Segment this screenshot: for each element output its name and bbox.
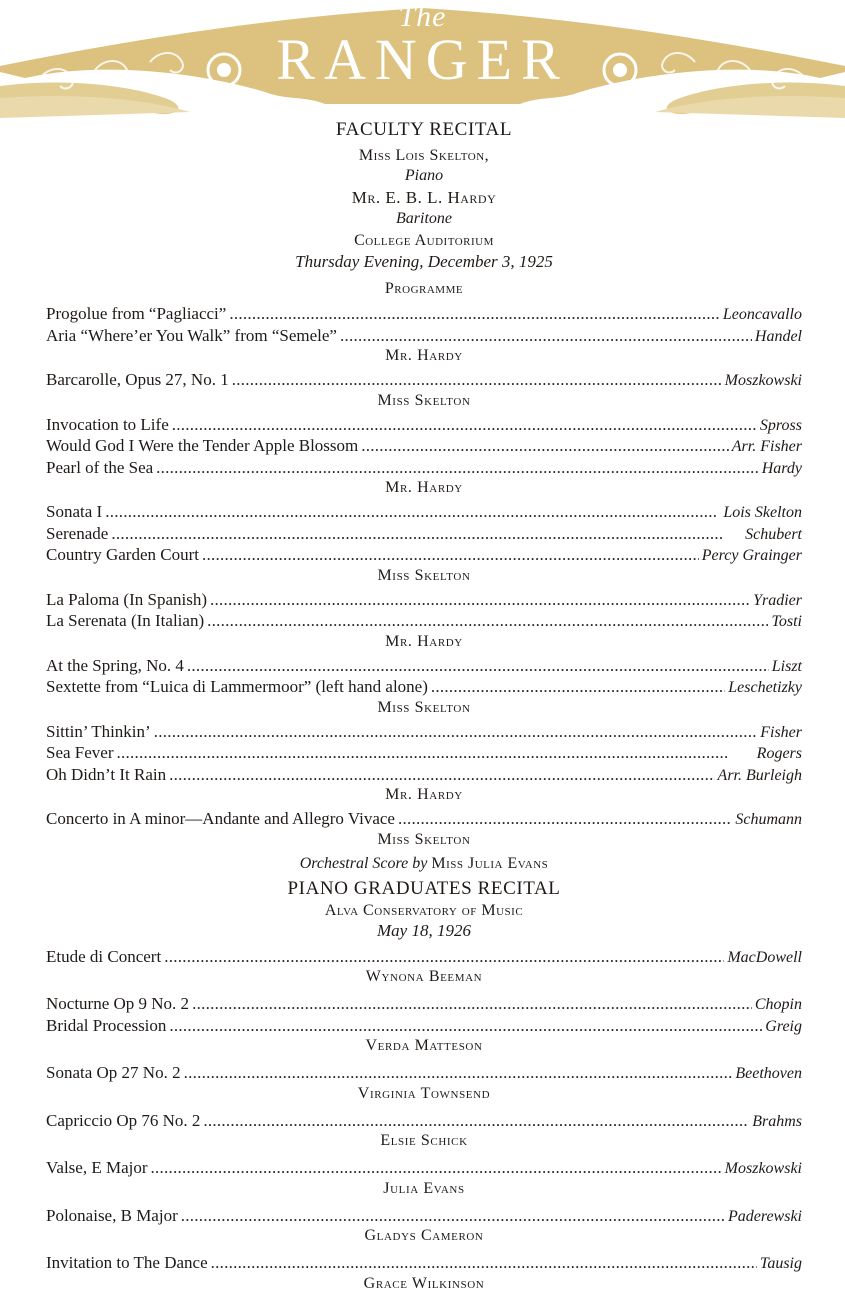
programme-item [46,722,802,744]
performer-name: Grace Wilkinson [363,1274,485,1292]
piece-title: Concerto in A minor—Andante and Allegro Vivace [46,809,395,828]
piece-title: Invocation to Life [46,414,169,434]
composer-name: Arr. Burleigh [717,766,802,784]
score-credit [46,854,802,874]
composer-name: Schumann [735,811,802,828]
programme-item [46,326,802,348]
masthead-the: The [398,0,447,33]
programme-item [46,304,802,326]
score-credit-prefix: Orchestral Score by [299,854,428,872]
performer-name: Mr. Hardy [385,347,463,364]
baritone-name: Mr. E. B. L. Hardy [351,188,497,207]
programme-item [46,1158,802,1180]
piece-title: Sea Fever [46,743,114,762]
dot-leader [151,1158,722,1179]
programme-item [46,1016,802,1038]
dot-leader [169,765,714,786]
dot-leader [203,1111,749,1132]
programme-item [46,590,802,612]
piece-title: Aria “Where’er You Walk” from “Semele” [46,325,337,345]
dot-leader [192,994,752,1015]
performer-name: Mr. Hardy [385,479,463,496]
composer-name: Handel [754,327,802,345]
program-content [46,118,802,1301]
performer-name: Miss Skelton [377,830,471,848]
dot-leader [172,415,757,436]
dot-leader [111,524,742,545]
piece-title: Sonata Op 27 No. 2 [46,1063,181,1082]
piece-title: Sextette from “Luica di Lammermoor” (left hand alone) [46,677,428,696]
dot-leader [210,590,750,611]
performer-name: Gladys Cameron [364,1227,484,1244]
piece-title: Serenade [46,523,109,543]
graduates-date: May 18, 1926 [377,920,471,940]
programme-item [46,502,802,524]
recital-date: Thursday Evening, December 3, 1925 [295,252,553,271]
composer-name: Leschetizky [728,679,802,696]
performer-name: Mr. Hardy [385,786,463,803]
piece-title: Valse, E Major [46,1158,148,1177]
programme-item [46,415,802,437]
dot-leader [398,809,732,830]
piece-title: Sittin’ Thinkin’ [46,721,151,741]
performer-name: Miss Skelton [377,566,471,584]
programme-item [46,436,802,458]
masthead [0,0,845,120]
piece-title: Progolue from “Pagliacci” [46,304,227,323]
programme-item [46,1206,802,1228]
composer-name: Moszkowski [724,1160,802,1177]
dot-leader [361,436,729,457]
piece-title: Sonata I [46,502,103,521]
performer-name: Elsie Schick [380,1132,468,1149]
composer-name: Greig [765,1017,802,1035]
programme-item [46,611,802,633]
dot-leader [164,947,724,968]
programme-item [46,677,802,699]
piece-title: La Paloma (In Spanish) [46,589,207,609]
dot-leader [187,656,769,677]
graduates-venue: Alva Conservatory of Music [324,901,524,919]
dot-leader [169,1016,762,1037]
composer-name: MacDowell [727,948,802,966]
composer-name: Rogers [756,745,802,762]
dot-leader [154,722,758,743]
programme-item [46,370,802,392]
baritone-role: Baritone [396,210,452,227]
venue: College Auditorium [354,232,494,249]
composer-name: Leoncavallo [722,306,802,323]
programme-item [46,1111,802,1133]
faculty-programme-list [46,304,802,848]
dot-leader [202,545,699,566]
programme-item [46,656,802,678]
piece-title: La Serenata (In Italian) [46,611,205,630]
dot-leader [431,677,725,698]
composer-name: Spross [759,416,802,434]
composer-name: Schubert [745,525,802,543]
composer-name: Brahms [752,1112,802,1130]
performer-name: Wynona Beeman [365,968,483,985]
composer-name: Lois Skelton [723,504,802,521]
programme-item [46,765,802,787]
dot-leader [232,370,722,391]
graduates-programme-list [46,947,802,1292]
programme-item [46,458,802,480]
composer-name: Percy Grainger [701,547,802,564]
programme-item [46,947,802,969]
dot-leader [105,502,720,523]
piece-title: Bridal Procession [46,1015,167,1035]
piece-title: Invitation to The Dance [46,1253,208,1272]
dot-leader [207,611,768,632]
performer-name: Mr. Hardy [385,632,463,650]
performer-name: Verda Matteson [365,1037,483,1054]
composer-name: Liszt [771,657,802,675]
dot-leader [184,1063,733,1084]
performer-name: Julia Evans [383,1179,465,1197]
pianist-role: Piano [404,167,444,184]
piece-title: Polonaise, B Major [46,1205,178,1225]
piece-title: Barcarolle, Opus 27, No. 1 [46,370,229,389]
piece-title: Pearl of the Sea [46,457,154,477]
composer-name: Yradier [753,591,802,609]
piece-title: Capriccio Op 76 No. 2 [46,1110,201,1130]
programme-item [46,1063,802,1085]
piece-title: Would God I Were the Tender Apple Blossom [46,436,359,455]
composer-name: Tausig [759,1255,802,1272]
faculty-recital-heading: FACULTY RECITAL [335,119,513,140]
programme-item [46,545,802,567]
composer-name: Hardy [761,459,802,477]
dot-leader [117,743,754,764]
composer-name: Fisher [760,723,802,741]
graduates-recital-heading: PIANO GRADUATES RECITAL [287,877,561,899]
dot-leader [340,326,752,347]
programme-item [46,524,802,546]
dot-leader [229,304,720,325]
piece-title: At the Spring, No. 4 [46,655,184,675]
programme-label: Programme [384,280,464,297]
composer-name: Chopin [754,996,802,1013]
programme-item [46,1253,802,1275]
programme-item [46,743,802,765]
composer-name: Tosti [771,613,802,630]
masthead-title: RANGER [276,27,569,92]
performer-name: Miss Skelton [377,698,471,716]
score-credit-name: Miss Julia Evans [431,854,549,872]
composer-name: Moszkowski [724,372,802,389]
programme-item [46,994,802,1016]
dot-leader [181,1206,725,1227]
dot-leader [211,1253,757,1274]
composer-name: Beethoven [735,1065,802,1082]
piece-title: Country Garden Court [46,545,199,564]
dot-leader [156,458,759,479]
piece-title: Oh Didn’t It Rain [46,764,167,784]
programme-item [46,809,802,831]
composer-name: Paderewski [727,1207,802,1225]
piece-title: Nocturne Op 9 No. 2 [46,994,190,1013]
pianist-name: Miss Lois Skelton, [358,147,490,164]
composer-name: Arr. Fisher [731,438,802,455]
performer-name: Miss Skelton [377,391,471,409]
piece-title: Etude di Concert [46,946,162,966]
performer-name: Virginia Townsend [357,1084,491,1102]
